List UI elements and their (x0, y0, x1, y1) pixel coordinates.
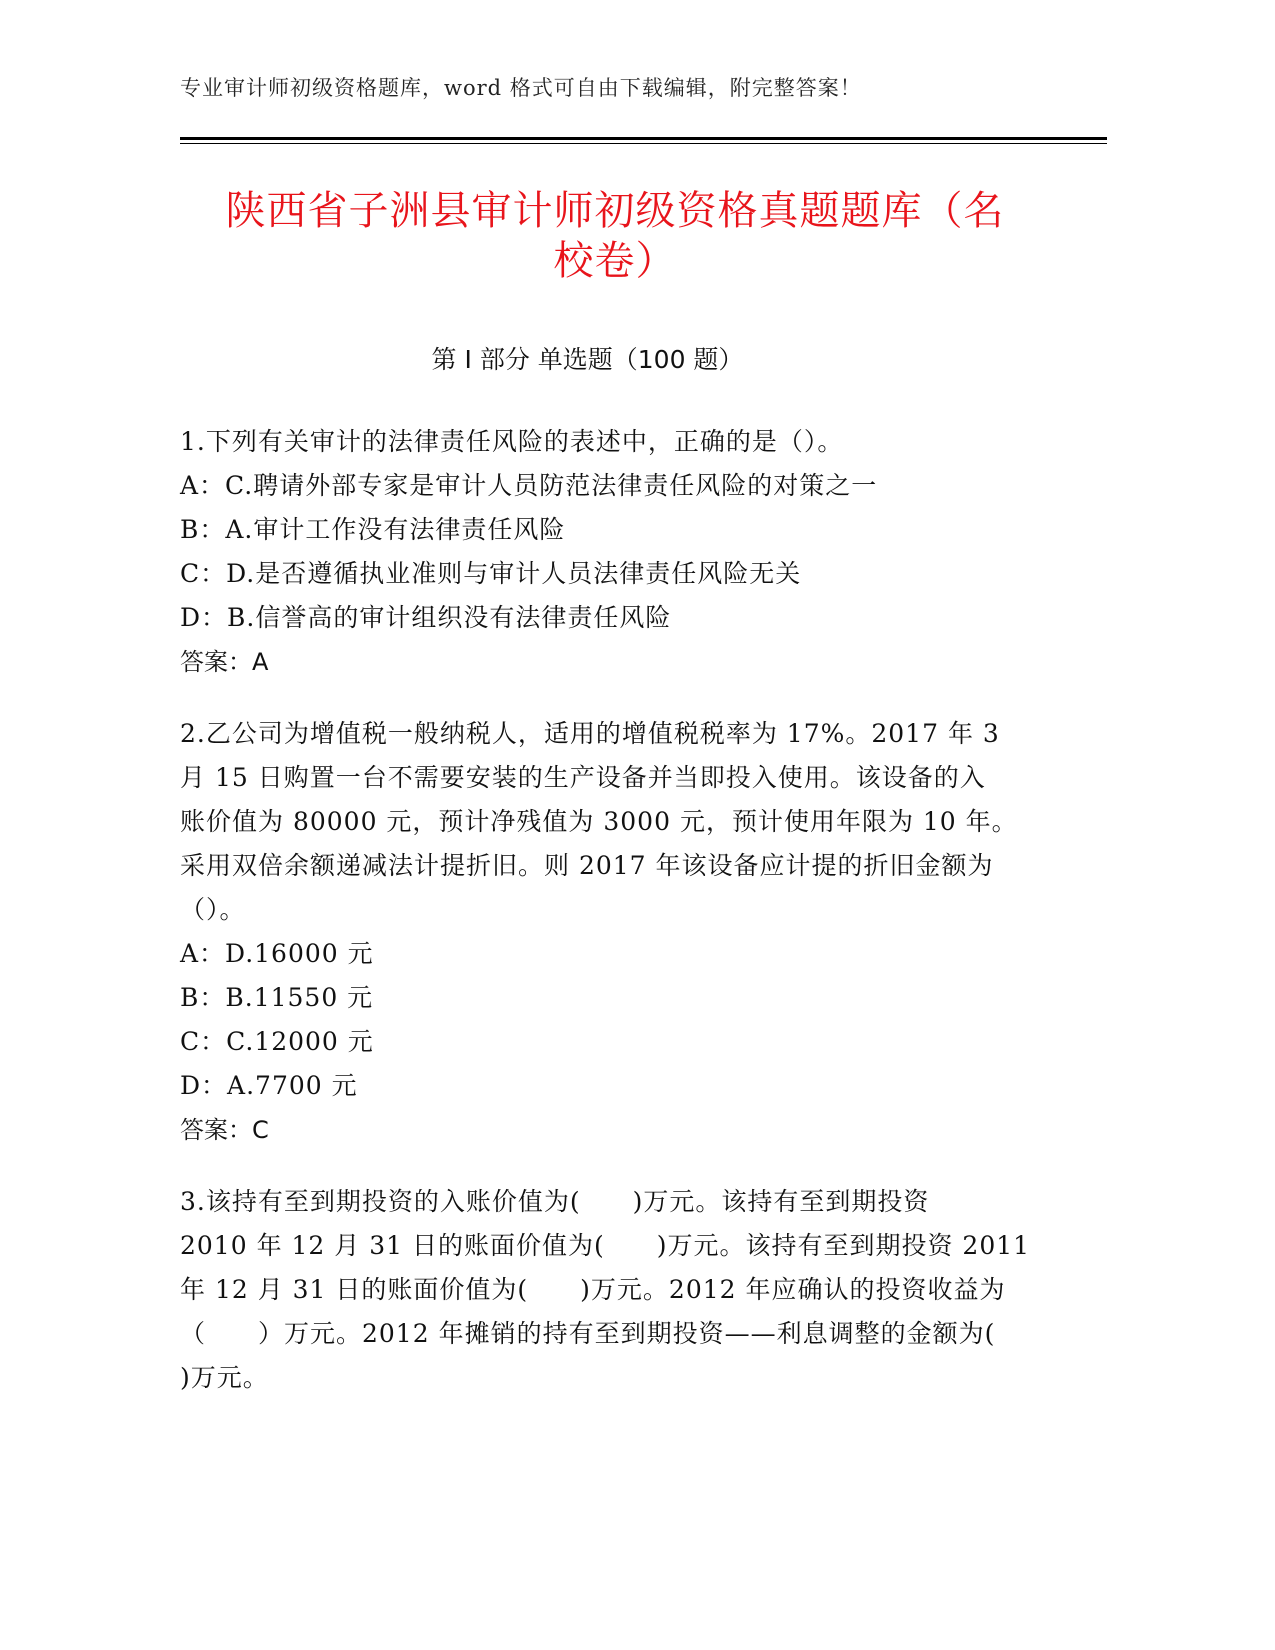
document-title (180, 186, 1050, 286)
question-stem-line: 2.乙公司为增值税一般纳税人，适用的增值税税率为 17%。2017 年 3 (180, 719, 1000, 748)
question-3 (180, 1180, 1040, 1400)
option-d: D：A.7700 元 (180, 1071, 358, 1100)
option-a: A：C.聘请外部专家是审计人员防范法律责任风险的对策之一 (180, 471, 878, 500)
question-stem-line: 账价值为 80000 元，预计净残值为 3000 元，预计使用年限为 10 年。 (180, 807, 1018, 836)
option-c: C：D.是否遵循执业准则与审计人员法律责任风险无关 (180, 559, 802, 588)
question-stem (180, 420, 1040, 464)
document-title-line-1: 陕西省子洲县审计师初级资格真题题库（名 (225, 188, 1005, 234)
section-title: 第 I 部分 单选题（100 题） (431, 345, 744, 374)
question-stem (180, 712, 1040, 932)
answer: 答案：C (180, 1116, 269, 1144)
document-title-line-2: 校卷） (553, 238, 677, 284)
question-stem-line: 采用双倍余额递减法计提折旧。则 2017 年该设备应计提的折旧金额为 (180, 851, 994, 880)
question-list (180, 420, 1040, 1428)
option-b: B：B.11550 元 (180, 983, 374, 1012)
option-d: D：B.信誉高的审计组织没有法律责任风险 (180, 603, 672, 632)
option-a: A：D.16000 元 (180, 939, 374, 968)
option-c: C：C.12000 元 (180, 1027, 374, 1056)
question-2 (180, 712, 1040, 1152)
header-divider-thick (180, 137, 1107, 140)
question-stem-line: 2010 年 12 月 31 日的账面价值为( )万元。该持有至到期投资 2011 (180, 1231, 1031, 1260)
question-stem-line: )万元。 (180, 1363, 269, 1392)
question-stem (180, 1180, 1040, 1400)
answer: 答案：A (180, 648, 269, 676)
question-stem-line: 3.该持有至到期投资的入账价值为( )万元。该持有至到期投资 (180, 1187, 930, 1216)
question-stem-line: （ ）万元。2012 年摊销的持有至到期投资——利息调整的金额为( (180, 1319, 996, 1348)
question-1 (180, 420, 1040, 684)
question-stem-line: 1.下列有关审计的法律责任风险的表述中，正确的是（）。 (180, 427, 844, 456)
question-stem-line: 月 15 日购置一台不需要安装的生产设备并当即投入使用。该设备的入 (180, 763, 986, 792)
question-stem-line: （）。 (180, 895, 246, 924)
question-stem-line: 年 12 月 31 日的账面价值为( )万元。2012 年应确认的投资收益为 (180, 1275, 1006, 1304)
header-divider-thin (180, 143, 1107, 144)
header-note: 专业审计师初级资格题库，word 格式可自由下载编辑，附完整答案！ (180, 76, 862, 100)
option-b: B：A.审计工作没有法律责任风险 (180, 515, 566, 544)
